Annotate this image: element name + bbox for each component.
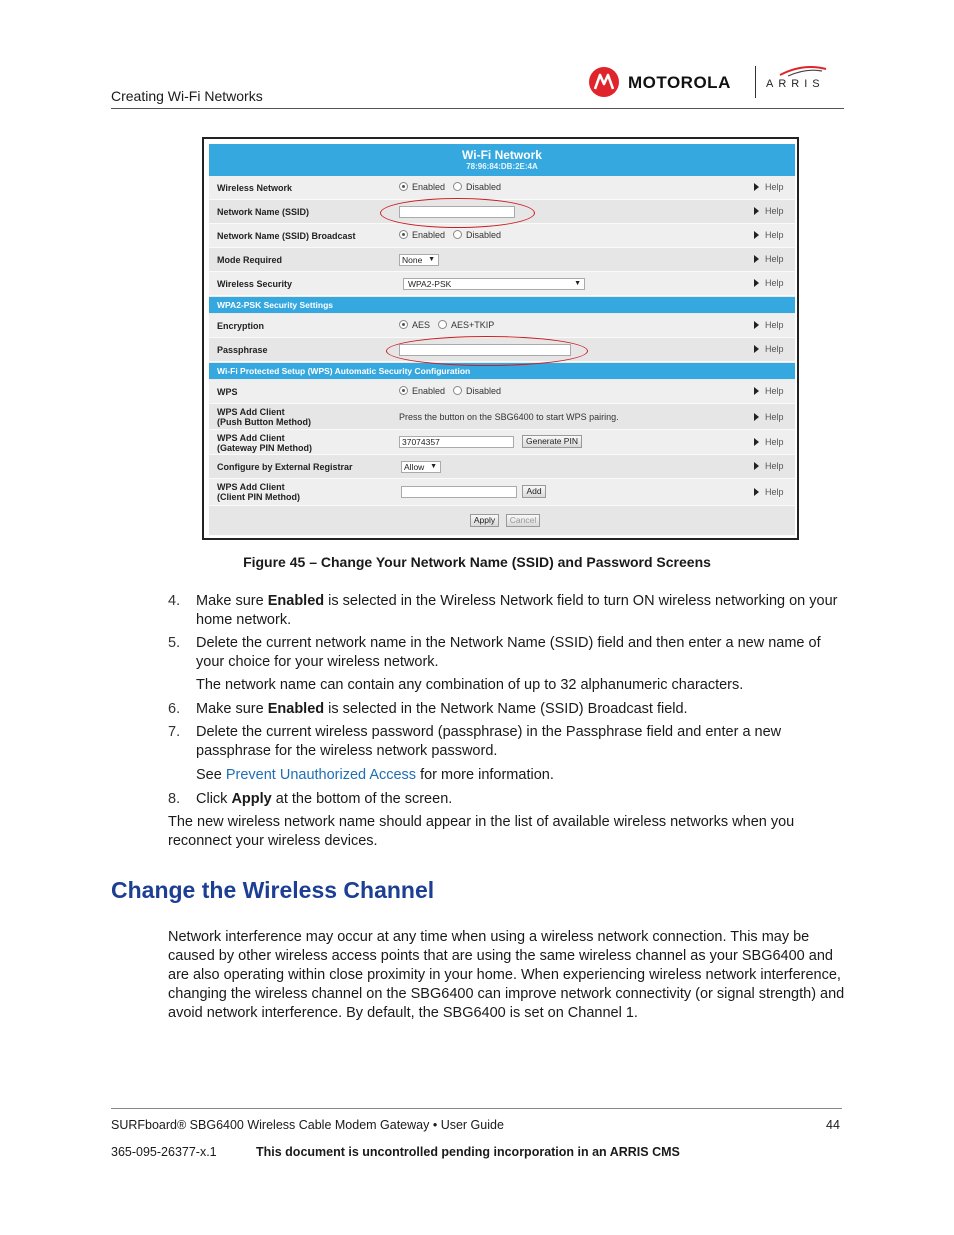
- dropdown-arrow-icon: ▼: [428, 256, 435, 263]
- registrar-select[interactable]: Allow ▼: [401, 461, 441, 473]
- row-label: Configure by External Registrar: [217, 462, 353, 472]
- gateway-pin-input[interactable]: 37074357: [399, 436, 514, 448]
- add-button[interactable]: Add: [522, 485, 546, 498]
- dropdown-arrow-icon: ▼: [574, 280, 581, 287]
- closing-paragraph: The new wireless network name should appear in the list of available wireless networks when you reconnect your wireless devices.: [168, 814, 795, 849]
- step-number: 5.: [168, 635, 181, 651]
- help-link[interactable]: Help: [754, 344, 784, 354]
- arrow-right-icon: [754, 462, 759, 470]
- help-link[interactable]: Help: [754, 230, 784, 240]
- step-6: [168, 700, 848, 719]
- row-wireless-security: [209, 272, 795, 296]
- arrow-right-icon: [754, 438, 759, 446]
- radio-label: AES: [412, 320, 431, 330]
- radio-disabled[interactable]: [453, 230, 462, 239]
- radio-label: Disabled: [466, 182, 502, 192]
- doc-notice: This document is uncontrolled pending incorporation in an ARRIS CMS: [256, 1145, 680, 1159]
- apply-button[interactable]: Apply: [470, 514, 499, 527]
- help-link[interactable]: Help: [754, 386, 784, 396]
- client-pin-input[interactable]: [401, 486, 517, 498]
- row-label: Passphrase: [217, 345, 268, 355]
- row-label: Network Name (SSID) Broadcast: [217, 231, 356, 241]
- radio-enabled[interactable]: [399, 182, 408, 191]
- help-link[interactable]: Help: [754, 487, 784, 497]
- radio-disabled[interactable]: [453, 386, 462, 395]
- radio-label: Disabled: [466, 230, 502, 240]
- radio-label: Enabled: [412, 386, 446, 396]
- footer-product: SURFboard® SBG6400 Wireless Cable Modem Gateway • User Guide: [111, 1118, 504, 1132]
- row-label: WPS: [217, 387, 238, 397]
- row-label: Encryption: [217, 321, 265, 331]
- section-title: Wi-Fi Protected Setup (WPS) Automatic Security Configuration: [217, 366, 471, 376]
- step-8: [168, 790, 848, 809]
- mode-select[interactable]: None ▼: [399, 254, 439, 266]
- arrow-right-icon: [754, 279, 759, 287]
- figure-screenshot: [202, 137, 799, 540]
- section-heading: Change the Wireless Channel: [111, 877, 435, 903]
- step-4: [168, 592, 848, 630]
- ssid-broadcast-radios: [399, 230, 501, 240]
- radio-disabled[interactable]: [453, 182, 462, 191]
- help-link[interactable]: Help: [754, 320, 784, 330]
- arrow-right-icon: [754, 413, 759, 421]
- step-7-see: See Prevent Unauthorized Access for more information.: [196, 767, 554, 783]
- step-text: Click Apply at the bottom of the screen.: [196, 791, 453, 807]
- section-title: WPA2-PSK Security Settings: [217, 300, 334, 310]
- radio-label: Disabled: [466, 386, 502, 396]
- step-number: 8.: [168, 791, 181, 807]
- arrow-right-icon: [754, 321, 759, 329]
- step-5-note: The network name can contain any combination of up to 32 alphanumeric characters.: [196, 677, 744, 693]
- row-label: Network Name (SSID): [217, 207, 310, 217]
- step-text: Delete the current network name in the Network Name (SSID) field and then enter a new name of your choice for your wireless network.: [196, 635, 821, 670]
- radio-aes[interactable]: [399, 320, 408, 329]
- row-external-registrar: [209, 455, 795, 479]
- footer-rule: [111, 1108, 842, 1109]
- wps-push-text: Press the button on the SBG6400 to start WPS pairing.: [399, 412, 619, 422]
- wifi-title: Wi-Fi Network: [462, 148, 542, 162]
- help-link[interactable]: Help: [754, 206, 784, 216]
- row-wireless-network: [209, 176, 795, 200]
- radio-label: Enabled: [412, 230, 446, 240]
- row-label: WPS Add Client (Push Button Method): [217, 407, 311, 427]
- step-7: [168, 723, 848, 761]
- arrow-right-icon: [754, 207, 759, 215]
- running-head: Creating Wi-Fi Networks: [111, 88, 263, 104]
- encryption-radios: [399, 320, 494, 330]
- motorola-logo-icon: [589, 67, 619, 97]
- section-paragraph: Network interference may occur at any time when using a wireless network connection. This may be caused by other wireless access points that are using the same wireless channel as your SBG6400 and are also operating within close proximity in your home. When experiencing wireless network interference, changing the wireless channel on the SBG6400 can improve network connectivity (or signal strength) and avoid network interference. By default, the SBG6400 is set on Channel 1.: [168, 929, 845, 1021]
- annotation-ellipse-passphrase: [386, 336, 588, 366]
- radio-label: AES+TKIP: [451, 320, 495, 330]
- help-link[interactable]: Help: [754, 182, 784, 192]
- wireless-network-radios: [399, 182, 501, 192]
- step-number: 6.: [168, 701, 181, 717]
- row-wps: [209, 380, 795, 404]
- wps-radios: [399, 386, 501, 396]
- generate-pin-button[interactable]: Generate PIN: [522, 435, 582, 448]
- security-select[interactable]: WPA2-PSK ▼: [403, 278, 585, 290]
- row-label: WPS Add Client (Gateway PIN Method): [217, 433, 313, 453]
- page-number: 44: [826, 1118, 840, 1132]
- wpa-section-bar: [209, 297, 795, 313]
- row-label: Wireless Security: [217, 279, 292, 289]
- header-rule: [111, 108, 844, 109]
- row-wps-pin: [209, 430, 795, 455]
- arrow-right-icon: [754, 387, 759, 395]
- help-link[interactable]: Help: [754, 278, 784, 288]
- arrow-right-icon: [754, 255, 759, 263]
- motorola-wordmark: MOTOROLA: [628, 73, 731, 92]
- wifi-network-table: [209, 144, 795, 536]
- arrow-right-icon: [754, 345, 759, 353]
- wifi-mac: 78:96:84:DB:2E:4A: [466, 162, 538, 171]
- radio-enabled[interactable]: [399, 230, 408, 239]
- arrow-right-icon: [754, 183, 759, 191]
- row-mode-required: [209, 248, 795, 272]
- logo-divider: [755, 66, 756, 98]
- radio-aes-tkip[interactable]: [438, 320, 447, 329]
- row-wps-push: [209, 404, 795, 430]
- step-number: 7.: [168, 724, 181, 740]
- step-number: 4.: [168, 593, 181, 609]
- step-5: [168, 634, 848, 672]
- help-link[interactable]: Help: [754, 254, 784, 264]
- row-ssid-broadcast: [209, 224, 795, 248]
- radio-enabled[interactable]: [399, 386, 408, 395]
- row-label: Wireless Network: [217, 183, 292, 193]
- dropdown-arrow-icon: ▼: [430, 463, 437, 470]
- help-link[interactable]: Help: [754, 437, 784, 447]
- row-encryption: [209, 314, 795, 338]
- doc-number: 365-095-26377-x.1: [111, 1145, 217, 1159]
- step-text: Make sure Enabled is selected in the Network Name (SSID) Broadcast field.: [196, 701, 688, 717]
- radio-label: Enabled: [412, 182, 446, 192]
- step-text: Make sure Enabled is selected in the Wireless Network field to turn ON wireless networking on your home network.: [196, 593, 838, 628]
- cancel-button[interactable]: Cancel: [506, 514, 540, 527]
- help-link[interactable]: Help: [754, 461, 784, 471]
- step-text: Delete the current wireless password (passphrase) in the Passphrase field and enter a new passphrase for the wireless network password.: [196, 724, 782, 759]
- row-label: WPS Add Client (Client PIN Method): [217, 482, 300, 502]
- prevent-unauthorized-access-link[interactable]: Prevent Unauthorized Access: [225, 767, 417, 783]
- wifi-title-bar: [209, 144, 795, 176]
- row-actions: [209, 506, 795, 536]
- figure-caption: Figure 45 – Change Your Network Name (SSID) and Password Screens: [243, 554, 711, 570]
- row-wps-client-pin: [209, 479, 795, 506]
- arris-wordmark: ARRIS: [766, 78, 825, 90]
- annotation-ellipse-ssid: [380, 198, 535, 228]
- row-label: Mode Required: [217, 255, 283, 265]
- help-link[interactable]: Help: [754, 412, 784, 422]
- arrow-right-icon: [754, 231, 759, 239]
- arrow-right-icon: [754, 488, 759, 496]
